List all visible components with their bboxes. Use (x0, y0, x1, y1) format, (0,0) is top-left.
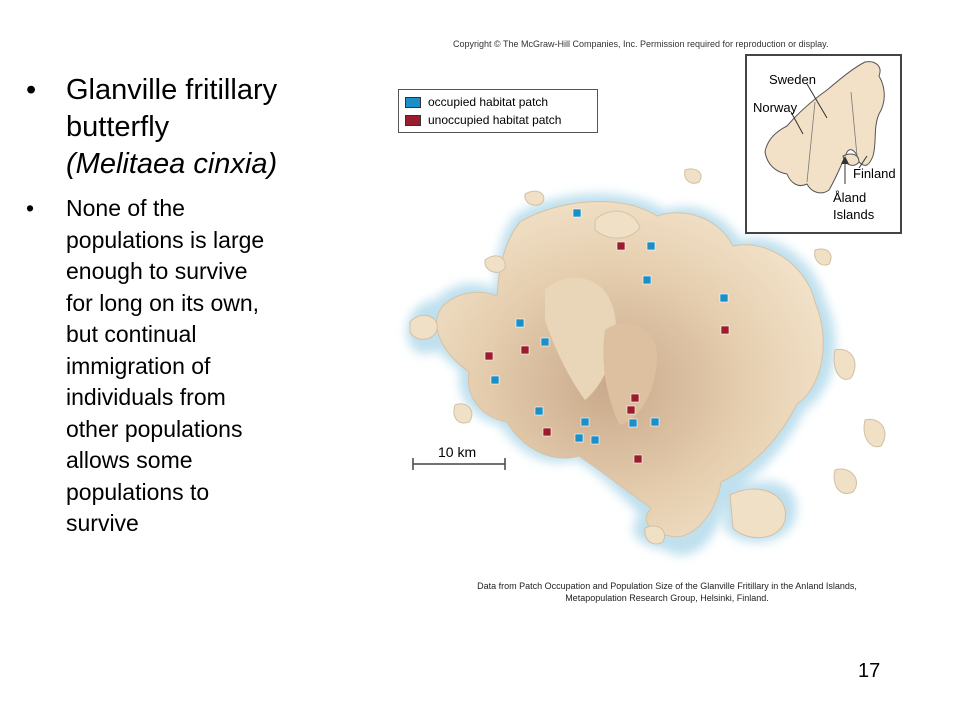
occupied-patch (651, 418, 659, 426)
occupied-patch (629, 419, 637, 427)
occupied-patch (516, 319, 524, 327)
bullet-species-scientific-name: (Melitaea cinxia) (66, 148, 278, 180)
occupied-patch (591, 436, 599, 444)
bullet-description (22, 193, 342, 540)
label-aland: Åland (833, 190, 867, 205)
credit-line1: Data from Patch Occupation and Population Size of the Glanville Fritillary in the Anland Islands, (477, 581, 857, 591)
bullet-description-line: individuals from (66, 384, 226, 410)
bullet-description-line: survive (66, 510, 139, 536)
scale-label: 10 km (438, 444, 477, 460)
bullet-description-line: populations is large (66, 226, 265, 253)
bullet-species-text (66, 72, 277, 183)
bullet-description-line: allows some (66, 447, 193, 473)
unoccupied-patch (634, 455, 642, 463)
bullet-species (22, 72, 342, 183)
occupied-patch (720, 294, 728, 302)
scandinavia-inset-map (745, 54, 902, 234)
bullet-description-line: enough to survive (66, 258, 248, 284)
occupied-patch (541, 338, 549, 346)
bullet-description-text (66, 193, 264, 540)
unoccupied-patch (617, 242, 625, 250)
label-islands: Islands (833, 207, 875, 222)
data-credit (452, 580, 882, 604)
bullet-description-line: populations to (66, 478, 210, 505)
unoccupied-patch (485, 352, 493, 360)
legend-occupied-label: occupied habitat patch (428, 95, 549, 109)
unoccupied-patch (721, 326, 729, 334)
occupied-patch (581, 418, 589, 426)
legend-unoccupied-label: unoccupied habitat patch (428, 113, 562, 127)
occupied-patch (491, 376, 499, 384)
slide-bullets (22, 72, 342, 540)
occupied-patch (647, 242, 655, 250)
unoccupied-patch (543, 428, 551, 436)
unoccupied-swatch (405, 115, 421, 126)
page-number: 17 (858, 660, 881, 682)
occupied-patch (535, 407, 543, 415)
occupied-patch (643, 276, 651, 284)
label-norway: Norway (753, 100, 798, 115)
label-sweden: Sweden (769, 72, 816, 87)
credit-line2: Metapopulation Research Group, Helsinki, Finland. (565, 593, 769, 603)
bullet-description-line: but continual (66, 321, 197, 347)
bullet-description-line: for long on its own, (66, 289, 260, 316)
map-legend (398, 89, 598, 133)
unoccupied-patch (627, 406, 635, 414)
bullet-dot: • (26, 195, 35, 221)
legend-occupied (405, 95, 548, 109)
bullet-description-line: immigration of (66, 352, 211, 379)
occupied-swatch (405, 97, 421, 108)
occupied-patch (575, 434, 583, 442)
unoccupied-patch (631, 394, 639, 402)
bullet-description-line: None of the (66, 195, 185, 221)
copyright-notice: Copyright © The McGraw-Hill Companies, Inc. Permission required for reproduction or display. (453, 39, 829, 49)
legend-unoccupied (405, 113, 561, 127)
bullet-description-line: other populations (66, 415, 243, 442)
label-finland: Finland (853, 166, 896, 181)
bullet-species-line1: Glanville fritillary (66, 74, 278, 106)
bullet-species-line2: butterfly (66, 111, 170, 143)
occupied-patch (573, 209, 581, 217)
unoccupied-patch (521, 346, 529, 354)
bullet-dot: • (26, 74, 37, 106)
